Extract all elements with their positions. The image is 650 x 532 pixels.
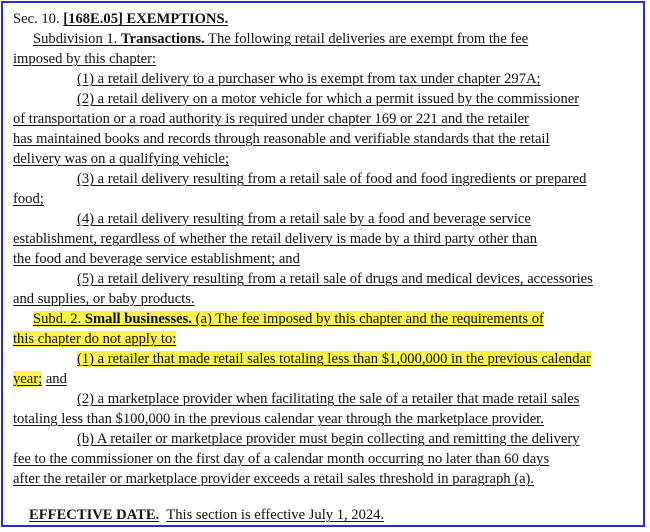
- subd2-item-1: (1) a retailer that made retail sales totaling less than $1,000,000 in the previous calendar: [77, 351, 591, 367]
- subd1-item-2: (2) a retail delivery on a motor vehicle for which a permit issued by the commissioner: [77, 91, 580, 107]
- statute-text: Sec. 10. [168E.05] EXEMPTIONS. Subdivision 1. Transactions. The following retail deliveries are exempt from the fee imposed by this chapter: (1) a retail delivery to a purchaser who is exempt from tax under chapter 297A; (2) a retail delivery on a motor vehicle for which a permit issued by the commissioner of transportation or a road authority is required under chapter 169 or 221 and the retailer has maintained books and records through reasonable and verifiable standards that the retail delivery was on a qualifying vehicle; (3) a retail delivery resulting from a retail sale of food and food ingredients or prepared food; (4) a retail delivery resulting from a retail sale by a food and beverage service establishment, regardless of whether the retail delivery is made by a third party other than the food and beverage service establishment; and (5) a retail delivery resulting from a retail sale of drugs and medical devices, accessories and supplies, or baby products. Subd. 2. Small businesses. (a) The fee imposed by this chapter and the requirements of this chapter do not apply to: (1) a retailer that made retail sales totaling less than $1,000,000 in the previous calendar year; and (2) a marketplace provider when facilitating the sale of a retailer that made retail sales totaling less than $100,000 in the previous calendar year through the marketplace provider. (b) A retailer or marketplace provider must begin collecting and remitting the delivery fee to the commissioner on the first day of a calendar month occurring no later than 60 days after the retailer or marketplace provider exceeds a retail sales threshold in paragraph (a).: [13, 9, 638, 489]
- section-heading: Sec. 10. [168E.05] EXEMPTIONS.: [13, 11, 229, 27]
- subd2-heading: Subd. 2. Small businesses. (a) The fee imposed by this chapter and the requirements of: [33, 311, 544, 327]
- subd1-heading: Subdivision 1. Transactions. The following retail deliveries are exempt from the fee: [33, 31, 529, 47]
- document-frame: [1, 1, 645, 527]
- subd1-item-5: (5) a retail delivery resulting from a retail sale of drugs and medical devices, accessories: [77, 271, 593, 287]
- subd1-item-3: (3) a retail delivery resulting from a retail sale of food and food ingredients or prepared: [77, 171, 587, 187]
- subd1-intro: imposed by this chapter:: [13, 51, 157, 67]
- subd2-para-a: this chapter do not apply to:: [13, 331, 177, 347]
- subd1-item-1: (1) a retail delivery to a purchaser who is exempt from tax under chapter 297A;: [77, 71, 541, 87]
- subd2-item-2: (2) a marketplace provider when facilitating the sale of a retailer that made retail sales: [77, 391, 580, 407]
- subd1-item-4: (4) a retail delivery resulting from a retail sale by a food and beverage service: [77, 211, 531, 227]
- subd2-para-b: (b) A retailer or marketplace provider must begin collecting and remitting the delivery: [77, 431, 580, 447]
- effective-date: EFFECTIVE DATE. This section is effective July 1, 2024.: [29, 507, 385, 523]
